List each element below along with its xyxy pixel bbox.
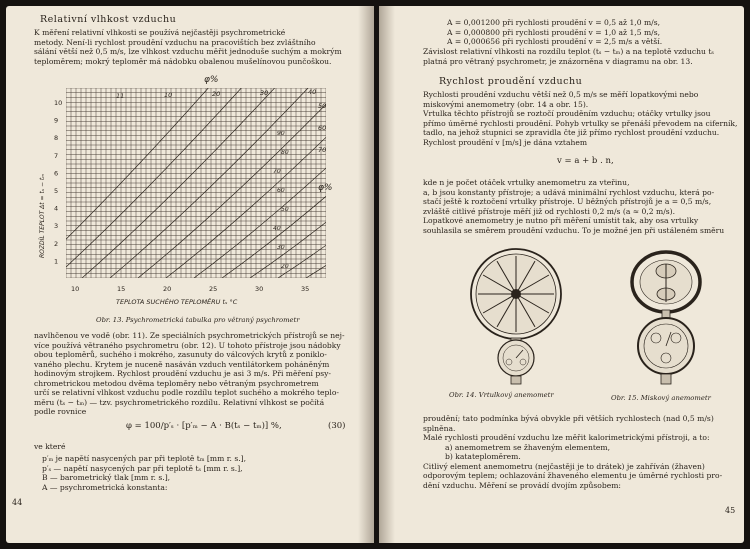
intro-line: teploměrem; mokrý teploměr má nádobku obalenou mušelínovou punčoškou. — [34, 56, 332, 66]
intro-line: sálání větší než 0,5 m/s, lze vlhkost vzduchu měřit jednoduše suchým a mokrým — [34, 47, 342, 56]
para-line: platná pro větraný psychrometr, je znázorněna v diagramu na obr. 13. — [423, 56, 693, 66]
para-line: proudění; tato podmínka bývá obvykle při větších rychlostech (nad 0,5 m/s) — [423, 414, 714, 423]
y-tick-label: 2 — [54, 239, 59, 248]
y-axis-label: ROZDÍL TEPLOT Δt = tₛ − tₘ — [39, 174, 46, 258]
vane-anemometer-illustration — [451, 246, 581, 386]
para-line: splněna. — [423, 423, 456, 433]
x-tick-label: 35 — [301, 285, 310, 293]
constant-item: A = 0,001200 při rychlosti proudění v = 0,5 až 1,0 m/s, — [447, 18, 661, 27]
y-tick-label: 10 — [54, 99, 63, 107]
top-curve-label: 20 — [212, 90, 221, 98]
velocity-formula: v = a + b . n, — [557, 156, 614, 166]
right-curve-label: 70 — [318, 146, 327, 154]
intro-line: K měření relativní vlhkosti se používá nejčastěji psychrometrické — [34, 28, 286, 37]
para-line: kde n je počet otáček vrtulky anemometru za vteřinu, — [423, 178, 630, 187]
inner-curve-label: 20 — [281, 263, 289, 270]
left-heading: Relativní vlhkost vzduchu — [40, 14, 177, 25]
figure-15-caption: Obr. 15. Miskový anemometr — [611, 394, 711, 402]
constant-item: A = 0,000656 při rychlosti proudění v = 2,5 m/s a větší. — [447, 37, 663, 46]
inner-curve-label: 40 — [273, 225, 281, 232]
para-line: souhlasila se směrem proudění vzduchu. To je možné jen při ustáleném směru — [423, 225, 725, 235]
body-line: měru (tₛ − tₘ) — tzv. psychrometrického rozdílu. Relativní vlhkost se počítá — [34, 397, 325, 407]
inner-curve-label: 90 — [277, 130, 285, 137]
body-paragraph — [34, 331, 362, 417]
humidity-curve — [278, 122, 346, 278]
humidity-curve — [138, 92, 338, 278]
x-tick-label: 25 — [209, 285, 218, 293]
top-curve-label: 30 — [260, 89, 269, 97]
para-line: Malé rychlosti proudění vzduchu lze měřit kalorimetrickými přístroji, a to: — [423, 433, 710, 442]
humidity-curve — [82, 80, 282, 278]
chart-grid — [66, 88, 326, 278]
y-tick-label: 9 — [54, 116, 59, 125]
y-tick-label: 1 — [54, 257, 59, 266]
humidity-curve — [54, 74, 254, 278]
phi-label: φ% — [204, 75, 219, 85]
body-line: hodinovým strojkem. Rychlost proudění vzduchu je asi 3 m/s. Při měření psy- — [34, 369, 331, 378]
humidity-curve — [334, 134, 346, 278]
formula-number: (30) — [328, 421, 346, 431]
y-tick-label: 3 — [54, 222, 59, 231]
y-tick-label: 8 — [54, 134, 59, 143]
y-tick-label: 6 — [54, 169, 59, 178]
body-line: vaného plechu. Krytem je nuceně nasáván vzduch ventilátorkem poháněným — [34, 359, 330, 369]
intro-paragraph — [34, 28, 362, 66]
where-label: ve které — [34, 442, 66, 451]
y-tick-label: 5 — [54, 187, 59, 195]
para-line: Rychlost proudění v [m/s] je dána vztahem — [423, 137, 588, 147]
para-line: Vrtulka těchto přístrojů se roztočí prouděním vzduchu; otáčky vrtulky jsou — [423, 109, 711, 118]
inner-curve-label: 80 — [281, 149, 289, 156]
inner-curve-label: 50 — [281, 206, 289, 213]
para-line: a, b jsou konstanty přístroje; a udává minimální rychlost vzduchu, která po- — [423, 187, 715, 197]
x-tick-label: 10 — [71, 285, 80, 293]
figure-13-caption: Obr. 13. Psychrometrická tabulka pro větraný psychrometr — [96, 316, 300, 324]
para-line: Lopatkové anemometry je nutno při měření umístit tak, aby osa vrtulky — [423, 216, 699, 225]
y-tick-label: 7 — [54, 151, 59, 160]
definition-item: A — psychrometrická konstanta: — [42, 482, 168, 492]
para-line: tadlo, na jehož stupnici se zpravidla čte již přímo rychlost proudění vzduchu. — [423, 128, 720, 137]
right-curve-label: 50 — [318, 102, 327, 110]
definition-item: p′ₘ je napětí nasycených par při teplotě tₘ [mm r. s.], — [42, 454, 247, 463]
x-tick-label: 15 — [117, 285, 126, 293]
para-line: a) anemometrem se žhaveným elementem, — [445, 442, 611, 452]
definitions-list — [42, 454, 362, 492]
phi-label-right: φ% — [318, 183, 333, 193]
right-page — [379, 6, 744, 543]
constants-paragraph — [423, 178, 741, 235]
para-line: Rychlosti proudění vzduchu větší než 0,5 m/s se měří lopatkovými nebo — [423, 90, 699, 99]
right-heading: Rychlost proudění vzduchu — [439, 76, 583, 87]
definition-item: p′ₛ — napětí nasycených par při teplotě tₛ [mm r. s.], — [42, 463, 243, 473]
para-line: b) katateploměrem. — [445, 452, 521, 461]
cup-anemometer-illustration — [611, 246, 721, 391]
y-tick-label: 4 — [54, 204, 59, 213]
inner-curve-label: 70 — [273, 168, 281, 175]
figure-14-caption: Obr. 14. Vrtulkový anemometr — [449, 391, 554, 399]
page-number-left: 44 — [12, 498, 23, 507]
page-number-right: 45 — [725, 506, 736, 515]
body-line: určí se relativní vlhkost vzduchu podle rozdílu teplot suchého a mokrého teplo- — [34, 388, 339, 397]
constants-list — [447, 18, 737, 47]
right-curve-label: 60 — [318, 124, 327, 132]
diagram-reference-paragraph — [423, 47, 741, 66]
para-line: přímo úměrné rychlosti proudění. Pohyb vrtulky se přenáší převodem na ciferník, — [423, 118, 738, 128]
x-tick-label: 30 — [255, 285, 264, 293]
definition-item: B — barometrický tlak [mm r. s.], — [42, 473, 171, 482]
para-line: Citlivý element anemometru (nejčastěji je to drátek) je zahříván (žhaven) — [423, 461, 705, 471]
body-line: obou teploměrů, suchého i mokrého, zasunuty do válcových krytů z poniklo- — [34, 350, 327, 359]
x-axis-label: TEPLOTA SUCHÉHO TEPLOMĚRU tₛ °C — [116, 298, 238, 306]
top-curve-label: 40 — [308, 88, 317, 96]
top-curve-label: 10 — [164, 91, 173, 99]
right-gutter-shadow — [379, 6, 395, 543]
para-line: odporovým teplem; ochlazování žhaveného elementu je úměrné rychlosti pro- — [423, 471, 723, 480]
intro-line: metody. Není-li rychlost proudění vzduchu na pracovištích bez zvláštního — [34, 37, 316, 47]
inner-curve-label: 60 — [277, 187, 285, 194]
left-page — [6, 6, 374, 543]
body-line: více používá větraného psychrometru (obr. 12). U tohoto přístroje jsou nádobky — [34, 340, 341, 350]
formula-30: φ = 100/p′ₛ · [p′ₘ − A · B(tₛ − tₘ)] %, — [126, 421, 282, 431]
psychrometric-chart — [26, 68, 346, 308]
para-line: zvláště citlivé přístroje měří již od rychlosti 0,2 m/s (a ≈ 0,2 m/s). — [423, 206, 676, 216]
para-line: miskovými anemometry (obr. 14 a obr. 15). — [423, 99, 589, 109]
body-line: chrometrickou metodou dvěma teploměry nebo větraným psychrometrem — [34, 378, 319, 388]
body-line: navlhčenou ve vodě (obr. 11). Ze speciálních psychrometrických přístrojů se nej- — [34, 331, 345, 340]
para-line: Závislost relativní vlhkosti na rozdílu teplot (tₛ − tₘ) a na teplotě vzduchu tₛ — [423, 47, 714, 56]
para-line: dění vzduchu. Měření se provádí dvojím způsobem: — [423, 480, 621, 490]
x-tick-label: 20 — [163, 285, 172, 293]
para-line: stačí ještě k roztočení vrtulky přístroje. U běžných přístrojů je a = 0,5 m/s, — [423, 197, 712, 206]
calorimetric-paragraph — [423, 414, 741, 490]
inner-curve-label: 30 — [277, 244, 285, 251]
top-curve-label: 11 — [116, 92, 125, 100]
anemometer-paragraph — [423, 90, 741, 147]
body-line: podle rovnice — [34, 407, 87, 416]
constant-item: A = 0,000800 při rychlosti proudění v = 1,0 až 1,5 m/s, — [447, 27, 661, 37]
